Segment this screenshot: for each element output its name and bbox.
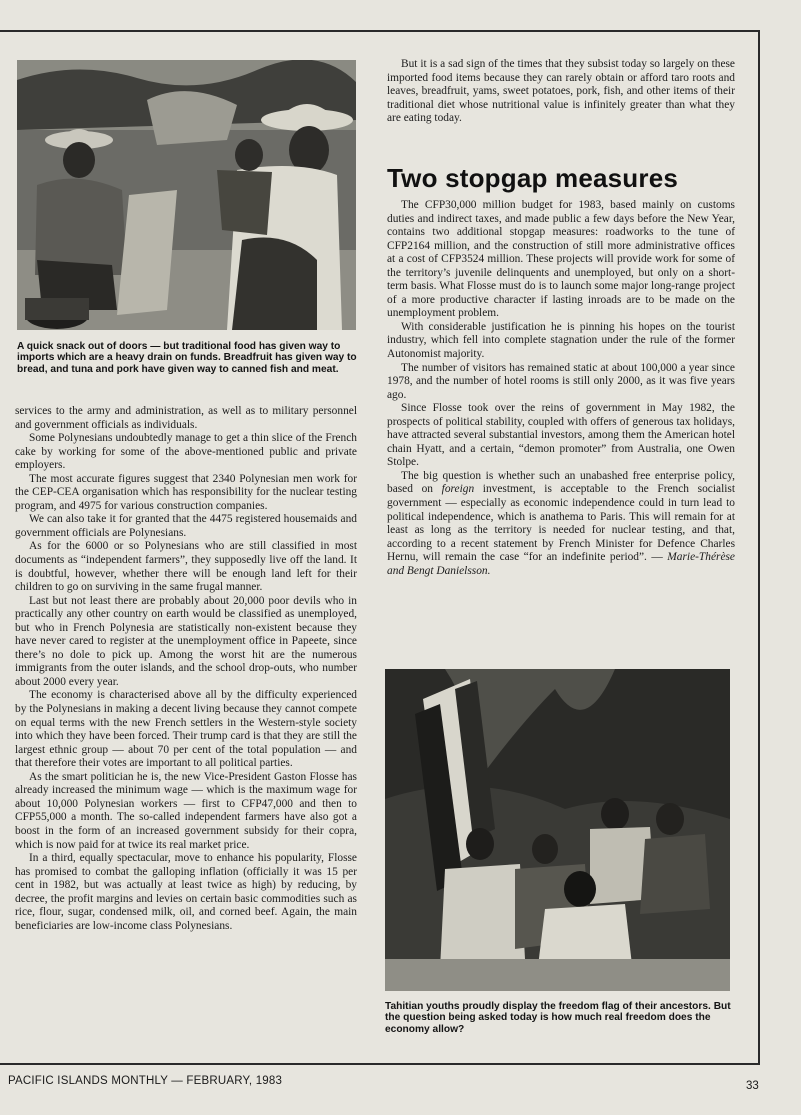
snack-photo-caption: A quick snack out of doors — but traditional food has given way to imports which are a heavy drain on funds. Breadfruit has given way to bread, and tuna and pork have given way to canned fish and meat. (17, 341, 357, 375)
right-column (387, 199, 735, 578)
paragraph: The most accurate figures suggest that 2340 Polynesian men work for the CEP-CEA organisation which has responsibility for the nuclear testing program, and 4975 for various construction companies. (15, 472, 357, 512)
top-rule (0, 30, 760, 32)
paragraph: Since Flosse took over the reins of government in May 1982, the prospects of political stability, coupled with offers of generous tax holidays, have attracted several substantial investors, among them the American hotel chain Hyatt, and a certain, “demon promoter” from Australia, one Owen Stolpe. (387, 402, 735, 469)
right-intro (387, 58, 735, 126)
section-heading: Two stopgap measures (387, 163, 679, 193)
paragraph: Some Polynesians undoubtedly manage to get a thin slice of the French cake by working for some of the above-mentioned public and private employers. (15, 432, 357, 472)
byline: Marie-Thérèse and Bengt Danielsson. (387, 551, 735, 577)
paragraph: But it is a sad sign of the times that they subsist today so largely on these imported food items because they can rarely obtain or afford taro roots and leaves, breadfruit, yams, sweet potatoes, pork, fish, and other items of their traditional diet whose nutritional value is infinitely greater than what they are eating today. (387, 58, 735, 125)
flag-photo (385, 669, 730, 991)
paragraph: We can also take it for granted that the 4475 registered housemaids and government officials are Polynesians. (15, 513, 357, 539)
paragraph: With considerable justification he is pinning his hopes on the tourist industry, which fell into complete stagnation under the rule of the former Autonomist majority. (387, 320, 735, 361)
paragraph: In a third, equally spectacular, move to enhance his popularity, Flosse has promised to combat the galloping inflation (officially it was 15 per cent in 1982, but was actually at least twice as high) by reducing, by decree, the profit margins and levies on certain basic commodities such as rice, flour, sugar, condensed milk, oil, and corned beef. Again, the main beneficiaries are low-income class Polynesians. (15, 852, 357, 932)
emphasis: foreign (441, 483, 475, 496)
text-run: The big question is whether such an unabashed free enterprise policy, based on (387, 469, 735, 496)
text-run: investment, is acceptable to the French socialist government — especially as economic independence could in turn lead to political independence, which is anathema to Paris. This will remain for at least as long as the territory is needed for nuclear testing, and that, according to a recent statement by French Minister for Defence Charles Hernu, will remain the case “for an indefinite period”. — (387, 483, 735, 564)
right-rule (758, 30, 760, 1065)
paragraph: As for the 6000 or so Polynesians who are still classified in most documents as “independent farmers”, they supposedly live off the land. It is doubtful, however, whether there will be enough land left for their children to go on surviving in the same frugal manner. (15, 540, 357, 594)
bottom-rule (0, 1063, 760, 1065)
paragraph (387, 470, 735, 578)
snack-photo-image (17, 60, 356, 330)
flag-photo-caption: Tahitian youths proudly display the freedom flag of their ancestors. But the question being asked today is how much real freedom does the economy allow? (385, 1001, 731, 1035)
publication-footer: PACIFIC ISLANDS MONTHLY — FEBRUARY, 1983 (8, 1075, 283, 1087)
left-column (15, 405, 357, 933)
snack-photo (17, 60, 356, 330)
paragraph: Last but not least there are probably about 20,000 poor devils who in practically any other country on earth would be classified as unemployed, but who in French Polynesia are statistically non-existent because they have never cared to register at the unemployment office in Papeete, since there’s no dole to pick up. Among the worst hit are the numerous immigrants from the outer islands, and the school drop-outs, who number about 2000 every year. (15, 594, 357, 688)
paragraph: As the smart politician he is, the new Vice-President Gaston Flosse has already increased the minimum wage — which is the maximum wage for about 10,000 Polynesian workers — first to CFP47,000 and then to CFP55,000 a month. The so-called independent farmers have also got a boost in the form of an increased government subsidy for their copra, which is now paid for at twice its real market price. (15, 770, 357, 851)
flag-photo-image (385, 669, 730, 991)
page-number: 33 (746, 1080, 759, 1092)
paragraph: The economy is characterised above all by the difficulty experienced by the Polynesians in making a decent living because they cannot compete on equal terms with the new French settlers in the Western-style society into which they have been forced. Their trump card is that they are still the largest ethnic group — about 70 per cent of the total population — and that therefore their votes are important to all political parties. (15, 689, 357, 770)
paragraph: The CFP30,000 million budget for 1983, based mainly on customs duties and indirect taxes, and made public a few days before the New Year, contains two additional stopgap measures: roadworks to the tune of CFP2164 million, and the construction of still more administrative offices at a cost of CFP3524 million. These projects will provide work for some of the territory’s juvenile delinquents and unemployed, but only on a short-term basis. What Flosse must do is to launch some major long-range project of a more productive character if lasting inroads are to be made on the unemployment problem. (387, 199, 735, 320)
paragraph: services to the army and administration, as well as to military personnel and government officials as individuals. (15, 405, 357, 431)
paragraph: The number of visitors has remained static at about 100,000 a year since 1978, and the number of hotel rooms is still only 2000, as it was five years ago. (387, 361, 735, 401)
